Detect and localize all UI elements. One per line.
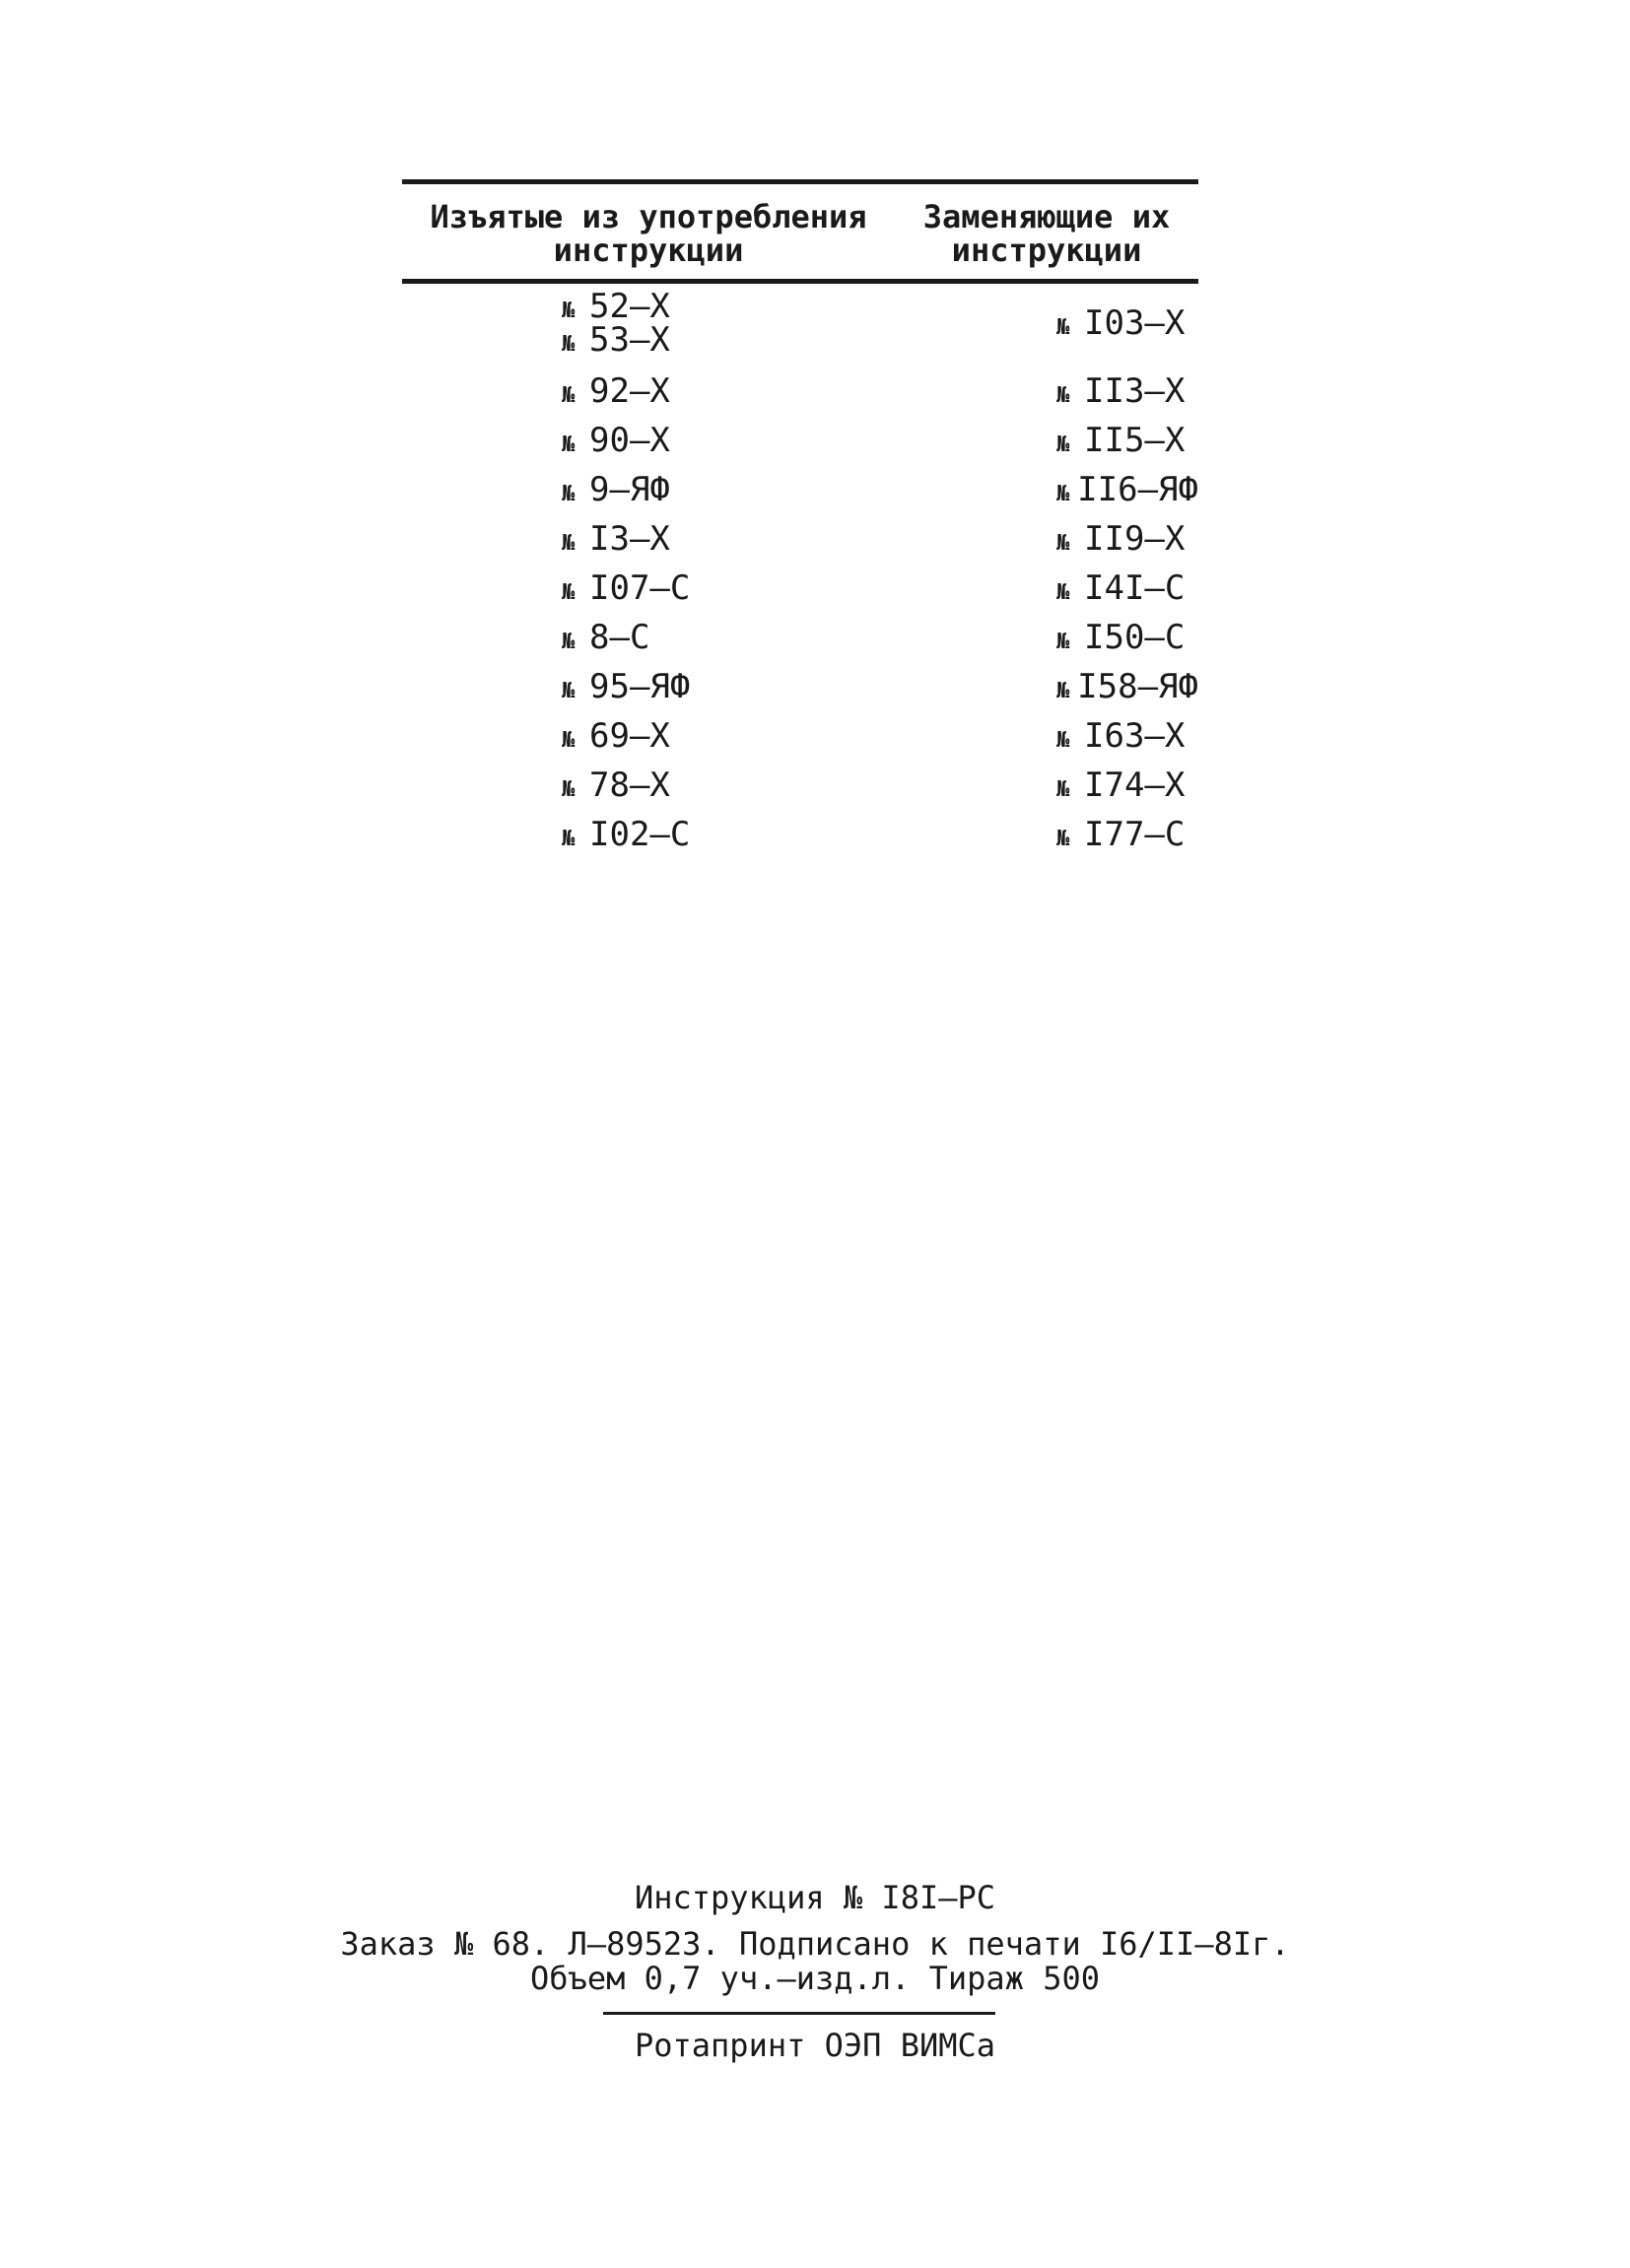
withdrawn-code-text: I07–С	[589, 568, 691, 608]
replacing-instruction-code	[1056, 766, 1198, 805]
withdrawn-instruction-code	[562, 320, 895, 360]
replacing-instruction-code	[1056, 667, 1198, 706]
footer-line-2: Заказ № 68. Л–89523. Подписано к печати I6/II–8Iг.	[340, 1925, 1290, 1963]
withdrawn-cell	[402, 371, 895, 411]
instructions-replacement-table	[402, 179, 1198, 854]
replacing-cell	[895, 303, 1198, 343]
withdrawn-code-text: I3–Х	[589, 519, 670, 559]
withdrawn-instruction-code	[562, 287, 895, 326]
replacing-code-text: I58–ЯФ	[1077, 667, 1198, 706]
replacing-code-text: II3–Х	[1084, 371, 1186, 411]
withdrawn-instruction-code	[562, 766, 895, 805]
number-sign: №	[1056, 383, 1070, 408]
number-sign: №	[1056, 777, 1070, 802]
withdrawn-code-text: 52–Х	[589, 287, 670, 326]
table-row	[402, 287, 1198, 360]
footer-order-info	[0, 1926, 1630, 1962]
withdrawn-code-text: I02–С	[589, 815, 691, 854]
number-sign: №	[1056, 531, 1070, 556]
number-sign: №	[1056, 630, 1070, 654]
withdrawn-code-text: 9–ЯФ	[589, 470, 670, 509]
table-row	[402, 470, 1198, 509]
footer-volume-info	[0, 1961, 1630, 1996]
number-sign: №	[1056, 315, 1070, 340]
replacing-instruction-code	[1056, 815, 1198, 854]
withdrawn-cell	[402, 287, 895, 360]
replacing-code-text: II6–ЯФ	[1077, 470, 1198, 509]
withdrawn-instruction-code	[562, 519, 895, 559]
number-sign: №	[562, 777, 576, 802]
number-sign: №	[562, 679, 576, 703]
table-row	[402, 568, 1198, 608]
table-row	[402, 371, 1198, 411]
footer-line-3: Объем 0,7 уч.–изд.л. Тираж 500	[530, 1960, 1100, 1997]
withdrawn-cell	[402, 716, 895, 756]
withdrawn-cell	[402, 519, 895, 559]
replacing-instruction-code	[1056, 618, 1198, 657]
replacing-instruction-code	[1056, 371, 1198, 411]
header-withdrawn-line1: Изъятые из употребления	[430, 198, 867, 235]
withdrawn-cell	[402, 568, 895, 608]
replacing-cell	[895, 371, 1198, 411]
replacing-code-text: I4I–С	[1084, 568, 1186, 608]
number-sign: №	[1056, 482, 1070, 506]
header-withdrawn	[402, 200, 895, 267]
footer-line-1: Инструкция № I8I–РС	[634, 1879, 996, 1916]
withdrawn-code-text: 90–Х	[589, 421, 670, 460]
header-withdrawn-line2: инструкции	[553, 232, 744, 269]
withdrawn-code-text: 53–Х	[589, 320, 670, 360]
number-sign: №	[1056, 433, 1070, 457]
withdrawn-code-text: 69–Х	[589, 716, 670, 756]
footer-line-4: Ротапринт ОЭП ВИМСа	[634, 2027, 996, 2064]
withdrawn-code-text: 92–Х	[589, 371, 670, 411]
table-row	[402, 667, 1198, 706]
withdrawn-cell	[402, 470, 895, 509]
header-replacing-line1: Заменяющие их	[922, 198, 1171, 235]
replacing-instruction-code	[1056, 716, 1198, 756]
withdrawn-cell	[402, 618, 895, 657]
replacing-cell	[895, 568, 1198, 608]
table-row	[402, 519, 1198, 559]
replacing-cell	[895, 519, 1198, 559]
replacing-cell	[895, 716, 1198, 756]
table-row	[402, 618, 1198, 657]
withdrawn-instruction-code	[562, 371, 895, 411]
replacing-instruction-code	[1056, 568, 1198, 608]
number-sign: №	[562, 728, 576, 753]
replacing-code-text: I03–Х	[1084, 303, 1186, 343]
number-sign: №	[562, 299, 576, 323]
row-spacer	[402, 357, 1198, 374]
number-sign: №	[562, 580, 576, 605]
header-replacing	[895, 200, 1198, 267]
table-body	[402, 284, 1198, 854]
number-sign: №	[562, 531, 576, 556]
withdrawn-cell	[402, 815, 895, 854]
withdrawn-cell	[402, 766, 895, 805]
table-row	[402, 815, 1198, 854]
withdrawn-code-text: 95–ЯФ	[589, 667, 691, 706]
replacing-cell	[895, 618, 1198, 657]
number-sign: №	[562, 827, 576, 851]
number-sign: №	[562, 630, 576, 654]
table-header	[402, 184, 1198, 279]
replacing-code-text: I50–С	[1084, 618, 1186, 657]
replacing-code-text: I74–Х	[1084, 766, 1186, 805]
withdrawn-instruction-code	[562, 568, 895, 608]
withdrawn-cell	[402, 667, 895, 706]
footer-printer	[0, 2028, 1630, 2063]
number-sign: №	[1056, 580, 1070, 605]
replacing-code-text: I77–С	[1084, 815, 1186, 854]
replacing-cell	[895, 421, 1198, 460]
replacing-cell	[895, 667, 1198, 706]
replacing-cell	[895, 766, 1198, 805]
number-sign: №	[562, 482, 576, 506]
replacing-instruction-code	[1056, 470, 1198, 509]
replacing-code-text: II9–Х	[1084, 519, 1186, 559]
table-row	[402, 766, 1198, 805]
number-sign: №	[1056, 728, 1070, 753]
number-sign: №	[562, 383, 576, 408]
table-row	[402, 421, 1198, 460]
header-replacing-line2: инструкции	[951, 232, 1142, 269]
replacing-cell	[895, 815, 1198, 854]
table-row	[402, 716, 1198, 756]
withdrawn-instruction-code	[562, 618, 895, 657]
number-sign: №	[562, 332, 576, 357]
replacing-instruction-code	[1056, 519, 1198, 559]
number-sign: №	[562, 433, 576, 457]
withdrawn-instruction-code	[562, 815, 895, 854]
withdrawn-cell	[402, 421, 895, 460]
withdrawn-instruction-code	[562, 470, 895, 509]
footer-instruction-number	[0, 1880, 1630, 1915]
replacing-code-text: II5–Х	[1084, 421, 1186, 460]
number-sign: №	[1056, 827, 1070, 851]
replacing-instruction-code	[1056, 303, 1198, 343]
replacing-cell	[895, 470, 1198, 509]
withdrawn-instruction-code	[562, 421, 895, 460]
footer-rule	[603, 2012, 995, 2015]
withdrawn-code-text: 8–С	[589, 618, 650, 657]
withdrawn-instruction-code	[562, 667, 895, 706]
withdrawn-code-text: 78–Х	[589, 766, 670, 805]
number-sign: №	[1056, 679, 1070, 703]
withdrawn-instruction-code	[562, 716, 895, 756]
replacing-code-text: I63–Х	[1084, 716, 1186, 756]
replacing-instruction-code	[1056, 421, 1198, 460]
